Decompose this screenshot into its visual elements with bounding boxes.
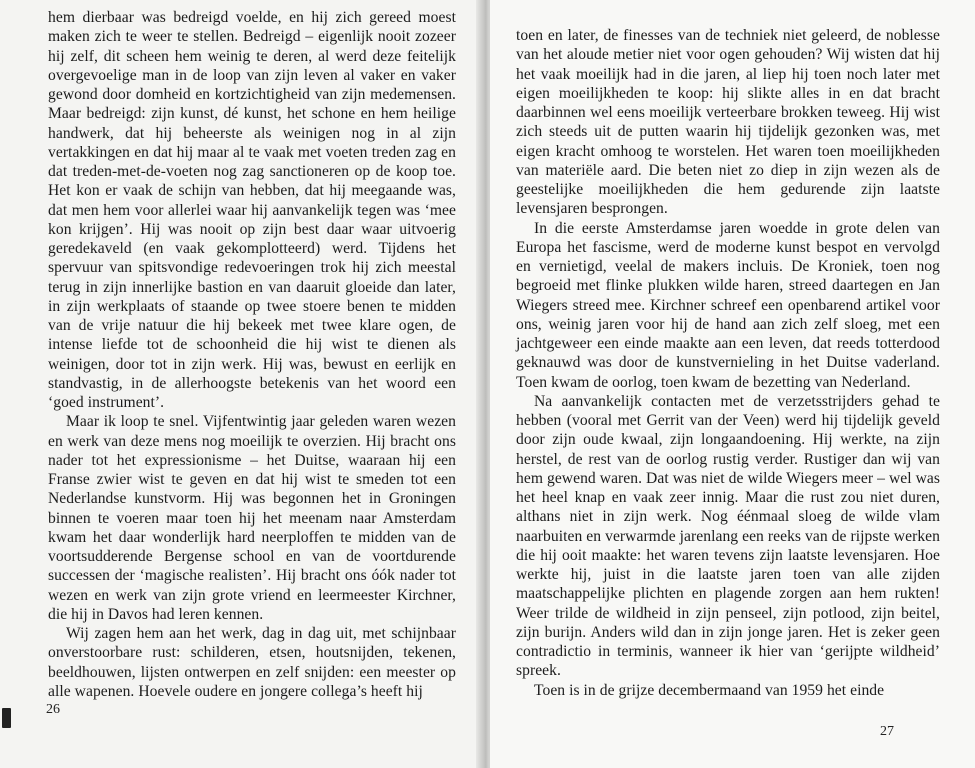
- left-paragraph-2: Maar ik loop te snel. Vijfentwintig jaar geleden waren wezen en werk van deze mens nog moeilijk te overzien. Hij bracht ons nader tot het expressionisme – het Duitse, waaraan hij een Franse zwier wist te geven en dat hij wist te smeden tot een Nederlandse kunstvorm. Hij was begonnen het in Groningen binnen te voeren maar toen hij het meenam naar Amsterdam kwam het daar wonderlijk hard neerploffen te midden van de voortsudderende Bergense school en van de voortdurende successen der ‘magische realisten’. Hij bracht ons óók nader tot wezen en werk van zijn grote vriend en leermeester Kirchner, die hij in Davos had leren kennen.: [48, 413, 456, 623]
- right-paragraph-1: toen en later, de finesses van de techniek niet geleerd, de noblesse van het aloude metier niet voor ogen gehouden? Wij wisten dat hij het vaak moeilijk had in die jaren, al liep hij toen noch later met eigen moeilijkheden te koop: hij slikte alles in en dat bracht daarbinnen wel eens moeilijk verteerbare brokken teweeg. Hij wist zich steeds uit de putten waarin hij tijdelijk gezonken was, met eigen kracht omhoog te worstelen. Het waren toen moeilijkheden van materiële aard. Die beten niet zo diep in zijn wezen als de geestelijke moeilijkheden die hem gedurende zijn laatste levensjaren besprongen.: [516, 27, 940, 218]
- left-page: [0, 0, 484, 768]
- right-paragraph-3: Na aanvankelijk contacten met de verzetsstrijders gehad te hebben (vooral met Gerrit van der Veen) werd hij tijdelijk geveld door zijn oude kwaal, zijn longaandoening. Hij werkte, na zijn herstel, de rest van de oorlog rustig verder. Rustiger dan wij van hem gewend waren. Dat was niet de wilde Wiegers meer – wel was het heel knap en vaak zeer innig. Maar die rust zou niet duren, althans niet in zijn werk. Nog éénmaal sloeg de wilde vlam naarbuiten en verwarmde jarenlang een reeks van de rijpste werken die hij ooit maakte: het waren tevens zijn laatste levensjaren. Hoe werkte hij, juist in die laatste jaren toen van alle zijden maatschappelijke plichten en plagende zorgen aan hem rukten! Weer trilde de wildheid in zijn penseel, zijn potlood, zijn beitel, zijn burijn. Anders wild dan in zijn jonge jaren. Het is zeker geen contradictio in terminis, wanneer ik hier van ‘gerijpte wildheid’ spreek.: [516, 392, 940, 680]
- right-page: [490, 0, 975, 768]
- right-page-number: 27: [880, 724, 894, 739]
- right-page-text: [516, 26, 940, 700]
- left-paragraph-3: Wij zagen hem aan het werk, dag in dag uit, met schijnbaar onverstoorbare rust: schilderen, etsen, houtsnijden, tekenen, beeldhouwen, lijsten ontwerpen en zelf snijden: een meester op alle wapenen. Hoevele oudere en jongere collega’s heeft hij: [48, 625, 456, 700]
- scan-mark: [2, 708, 11, 728]
- left-paragraph-1: hem dierbaar was bedreigd voelde, en hij zich gereed moest maken zich te weer te stellen. Bedreigd – eigenlijk nooit zozeer hij zelf, dit scheen hem weinig te deren, al werd deze feitelijk overgevoelige man in de loop van zijn leven al vaker en vaker gewond door domheid en kortzichtigheid van zijn medemensen. Maar bedreigd: zijn kunst, dé kunst, het schone en hem heilige handwerk, dat hij beheerste als weinigen nog in al zijn vertakkingen en dat hij maar al te vaak met voeten treden zag en dat treden-met-de-voeten nog zag sanctioneren op de koop toe. Het kon er vaak de schijn van hebben, dat hij meegaande was, dat men hem voor allerlei waar hij aanvankelijk tegen was ‘mee kon krijgen’. Hij was nooit op zijn best daar waar uitvoerig geredekaveld (en vaak gekomplotteerd) werd. Tijdens het spervuur van spitsvondige redevoeringen trok hij zich meestal terug in zijn innerlijke bastion en van daaruit gloeide dan later, in zijn werkplaats of staande op twee stoere benen te midden van de vrije natuur die hij bekeek met twee klare ogen, de intense liefde tot de schoonheid die hij wist te dienen als weinigen, door tot in zijn werk. Hij was, bewust en eerlijk en standvastig, in de allerhoogste betekenis van het woord een ‘goed instrument’.: [48, 9, 456, 411]
- left-page-text: [48, 8, 456, 701]
- right-paragraph-4: Toen is in de grijze decembermaand van 1959 het einde: [534, 681, 885, 699]
- left-page-number: 26: [46, 702, 60, 717]
- right-paragraph-2: In die eerste Amsterdamse jaren woedde in grote delen van Europa het fascisme, werd de moderne kunst bespot en vervolgd en vernietigd, veelal de makers incluis. De Kroniek, toen nog begroeid met flinke plukken wilde haren, streed daartegen en Jan Wiegers streed mee. Kirchner schreef een openbarend artikel voor ons, weinig jaren voor hij de hand aan zich zelf sloeg, met een jachtgeweer een einde maakte aan een leven, dat reeds totterdood geknauwd was door de kunstvernieling in het Duitse vaderland. Toen kwam de oorlog, toen kwam de bezetting van Nederland.: [516, 219, 940, 391]
